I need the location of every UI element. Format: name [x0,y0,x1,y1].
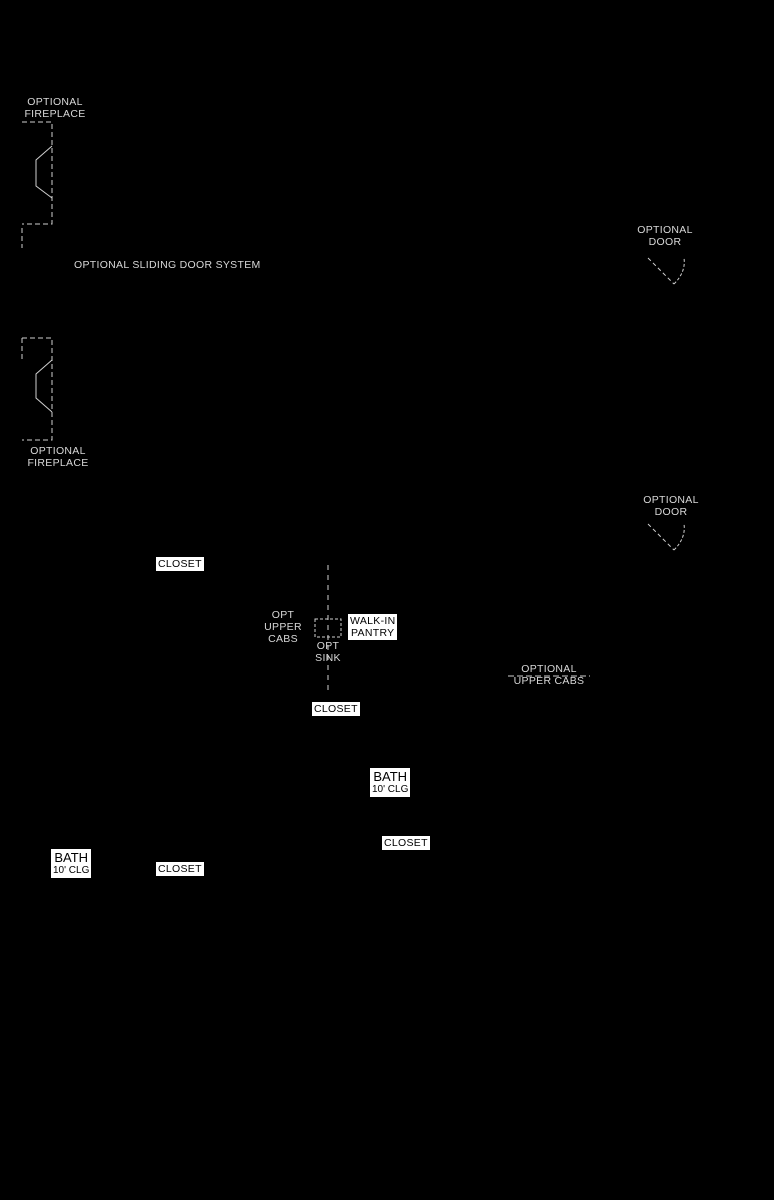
fireplace-outline-top [22,122,52,248]
walk-in-pantry-label [348,614,397,640]
optional-upper-cabs-label [508,663,590,687]
label-line: SINK [315,652,341,664]
room-name: WALK-IN [350,615,396,627]
closet-label [156,557,204,571]
room-name: CLOSET [158,863,202,875]
optional-fireplace-top-label [20,96,90,120]
sliding-door-label [74,259,264,271]
label-line: OPTIONAL [27,96,83,108]
optional-door-top-label [630,224,700,248]
closet-label [156,862,204,876]
label-line: OPT [316,640,340,652]
label-line: UPPER CABS [513,675,585,687]
room-name: BATH [54,850,89,865]
label-line: OPT [271,609,295,621]
bath-label [370,768,410,797]
room-name: BATH [373,769,408,784]
closet-label [382,836,430,850]
room-name: PANTRY [351,627,395,639]
label-line: OPTIONAL [521,663,577,675]
label-line: OPTIONAL [30,445,86,457]
ceiling-height: 10' CLG [53,865,90,876]
opt-upper-cabs-label [258,609,308,645]
label-line: DOOR [648,236,682,248]
room-name: CLOSET [158,558,202,570]
bath-label [51,849,91,878]
optional-fireplace-bottom-label [23,445,93,469]
label-line: OPTIONAL [643,494,699,506]
ceiling-height: 10' CLG [372,784,409,795]
label-line: CABS [268,633,298,645]
label-line: OPTIONAL SLIDING DOOR SYSTEM [74,259,261,271]
label-line: OPTIONAL [637,224,693,236]
door-swing-top [648,258,684,284]
opt-sink-label [308,640,348,664]
label-line: DOOR [654,506,688,518]
room-name: CLOSET [314,703,358,715]
label-line: FIREPLACE [27,457,89,469]
fireplace-outline-bottom [22,338,52,440]
optional-door-bottom-label [636,494,706,518]
room-name: CLOSET [384,837,428,849]
label-line: UPPER [264,621,302,633]
door-swing-bottom [648,524,684,550]
closet-label [312,702,360,716]
label-line: FIREPLACE [24,108,86,120]
